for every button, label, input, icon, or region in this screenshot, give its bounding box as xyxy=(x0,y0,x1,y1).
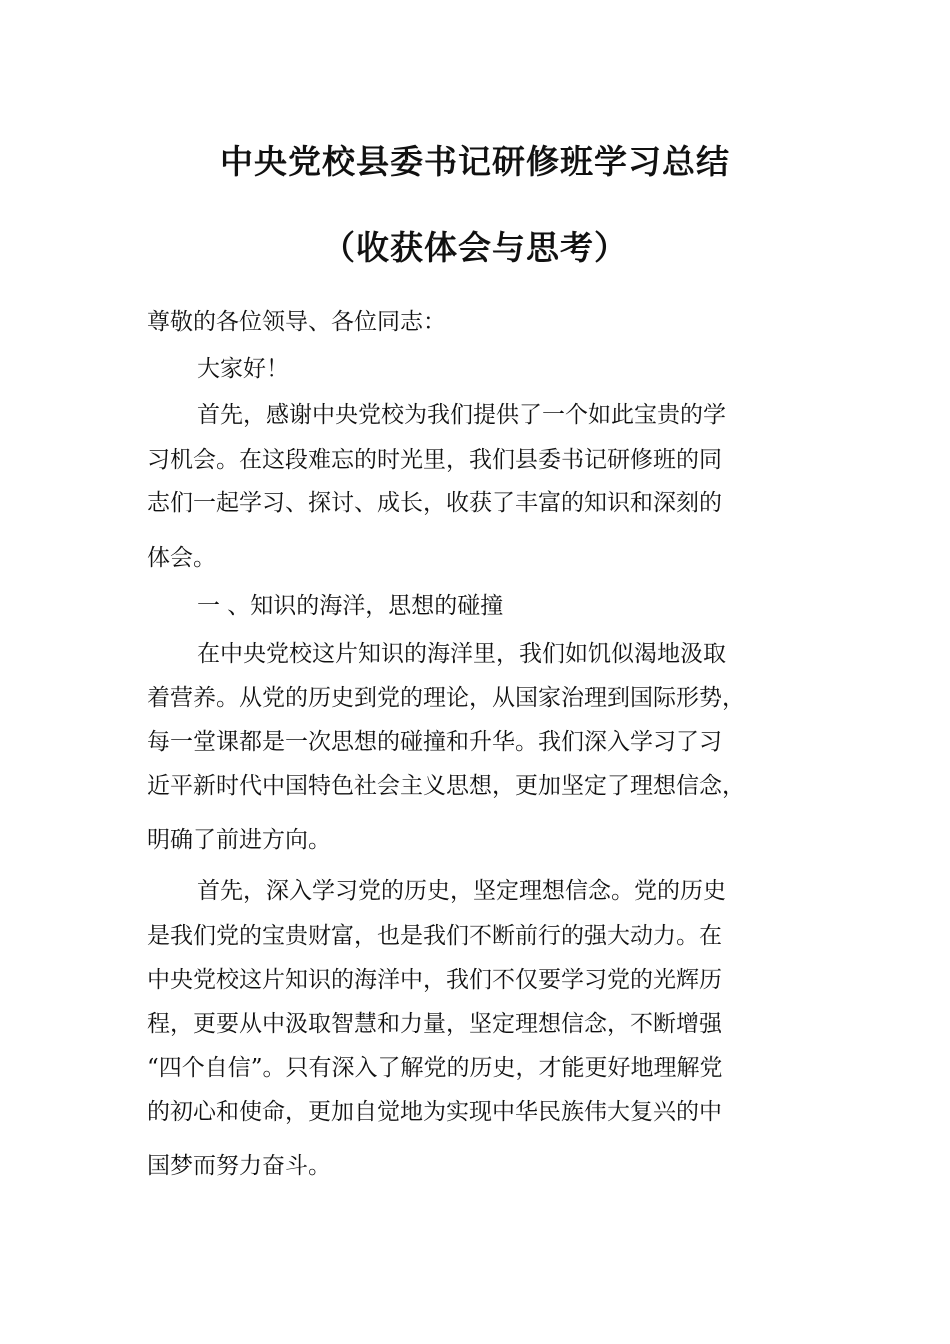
paragraph-line: 明确了前进方向。 xyxy=(147,827,331,853)
paragraph-line: 体会。 xyxy=(147,545,216,571)
paragraph-line: 首先，深入学习党的历史，坚定理想信念。党的历史 xyxy=(197,878,726,904)
salutation-line: 尊敬的各位领导、各位同志： xyxy=(147,309,446,335)
paragraph-line: 中央党校这片知识的海洋中，我们不仅要学习党的光辉历 xyxy=(147,967,722,993)
paragraph-line: 习机会。在这段难忘的时光里，我们县委书记研修班的同 xyxy=(147,447,722,473)
greeting-line: 大家好！ xyxy=(197,356,289,382)
paragraph-line: 志们一起学习、探讨、成长，收获了丰富的知识和深刻的 xyxy=(147,490,722,516)
paragraph-line: 国梦而努力奋斗。 xyxy=(147,1153,331,1179)
paragraph-line: “四个自信”。只有深入了解党的历史，才能更好地理解党 xyxy=(147,1055,723,1081)
section-heading: 一 、知识的海洋，思想的碰撞 xyxy=(197,593,504,619)
paragraph-line: 在中央党校这片知识的海洋里，我们如饥似渴地汲取 xyxy=(197,641,726,667)
document-title: 中央党校县委书记研修班学习总结 xyxy=(220,142,730,181)
paragraph-line: 是我们党的宝贵财富，也是我们不断前行的强大动力。在 xyxy=(147,923,722,949)
paragraph-line: 每一堂课都是一次思想的碰撞和升华。我们深入学习了习 xyxy=(147,729,722,755)
paragraph-line: 近平新时代中国特色社会主义思想，更加坚定了理想信念， xyxy=(147,773,745,799)
paragraph-line: 首先，感谢中央党校为我们提供了一个如此宝贵的学 xyxy=(197,402,726,428)
paragraph-line: 程，更要从中汲取智慧和力量，坚定理想信念，不断增强 xyxy=(147,1011,722,1037)
paragraph-line: 的初心和使命，更加自觉地为实现中华民族伟大复兴的中 xyxy=(147,1099,722,1125)
paragraph-line: 着营养。从党的历史到党的理论，从国家治理到国际形势， xyxy=(147,685,745,711)
document-subtitle: （收获体会与思考） xyxy=(322,228,628,267)
